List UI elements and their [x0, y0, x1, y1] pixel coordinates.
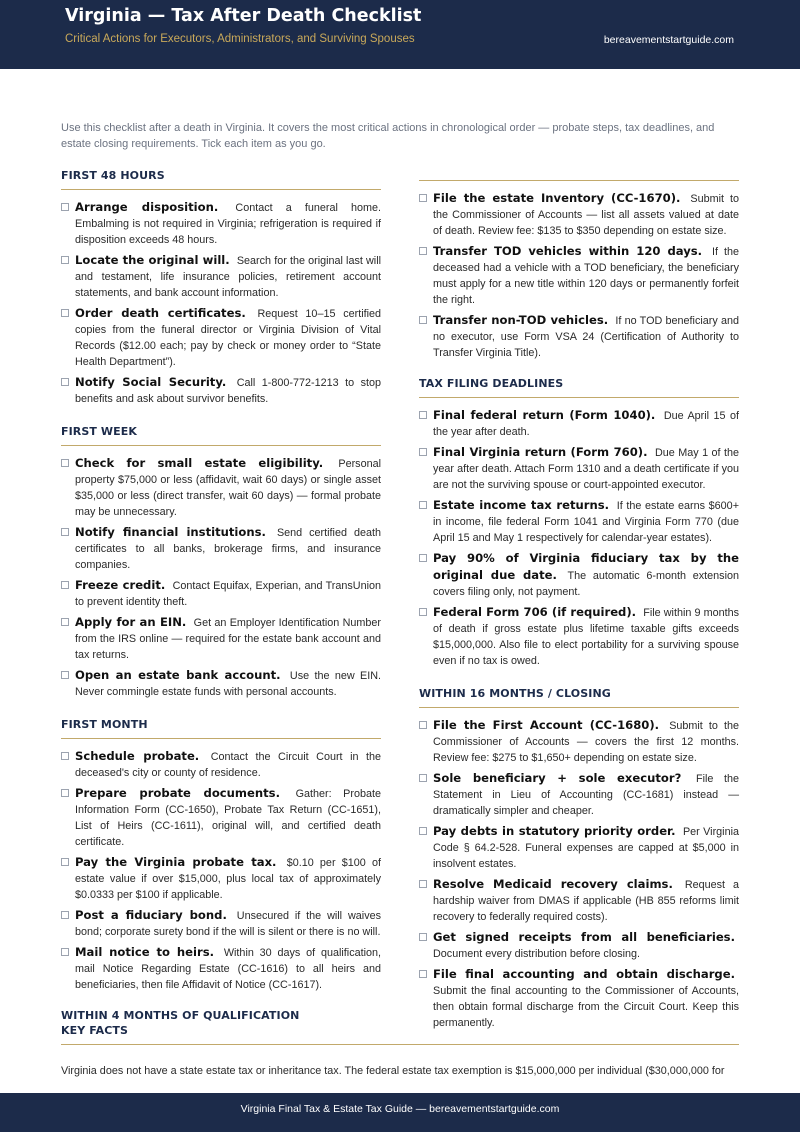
checklist-item — [419, 966, 739, 1031]
section-title-first-month: FIRST MONTH — [61, 718, 381, 739]
checklist-item — [61, 305, 381, 370]
checklist-item-text: If the deceased had a vehicle with a TOD beneficiary, the beneficiary must apply for a new title within 120 days or permanently forfeit the right. — [433, 246, 739, 306]
checkbox[interactable] — [61, 671, 69, 679]
checklist-item — [419, 550, 739, 600]
section-title-within-4-months: WITHIN 4 MONTHS OF QUALIFICATION — [61, 1009, 300, 1022]
checklist-item-title: Open an estate bank account. — [75, 668, 281, 682]
checklist-item — [61, 944, 381, 993]
checklist-item-title: Mail notice to heirs. — [75, 945, 214, 959]
checklist-item-title: File final accounting and obtain discharge. — [433, 967, 735, 981]
key-facts-text: Virginia does not have a state estate tax or inheritance tax. The federal estate tax exemption is $15,000,000 per individual ($30,000,000 for — [61, 1065, 725, 1077]
checkbox[interactable] — [419, 880, 427, 888]
checklist-item-text: Request a hardship waiver from DMAS if applicable (HB 855 reforms limit recovery to federally required costs). — [433, 879, 739, 923]
checklist-item-text: If the estate earns $600+ in income, file federal Form 1041 and Virginia Form 770 (due April 15 and May 1 respectively for calendar-year estates). — [433, 500, 739, 544]
checklist-item-title: Federal Form 706 (if required). — [433, 605, 637, 619]
checklist-item-title: Order death certificates. — [75, 306, 246, 320]
checkbox[interactable] — [61, 459, 69, 467]
checkbox[interactable] — [419, 827, 427, 835]
checkbox[interactable] — [419, 501, 427, 509]
checkbox[interactable] — [61, 948, 69, 956]
checklist-item — [61, 614, 381, 663]
checklist-item-title: Pay 90% of Virginia fiduciary tax by the original due date. — [433, 551, 739, 582]
checklist-item — [61, 748, 381, 781]
checklist-item-text: $0.10 per $100 of estate value if over $15,000, plus local tax of approximately $0.0333 per $100 if applicable. — [75, 857, 382, 901]
checkbox[interactable] — [419, 247, 427, 255]
checklist-item-text: Contact the Circuit Court in the deceased's city or county of residence. — [75, 751, 382, 779]
checkbox[interactable] — [419, 448, 427, 456]
checkbox[interactable] — [419, 316, 427, 324]
checklist-item-title: Estate income tax returns. — [433, 498, 610, 512]
checkbox[interactable] — [419, 194, 427, 202]
checklist-item-text: Per Virginia Code § 64.2-528. Funeral expenses are capped at $5,000 in insolvent estates. — [433, 826, 739, 870]
checklist-item — [61, 854, 381, 903]
section-title-first-48-hours: FIRST 48 HOURS — [61, 169, 381, 190]
checklist-item-text: If no TOD beneficiary and no executor, use Form VSA 24 (Certification of Authority to Transfer Virginia Title). — [433, 315, 739, 359]
checklist-item-text: Get an Employer Identification Number from the IRS online — required for the estate bank account and tax returns. — [75, 617, 382, 661]
checklist-item — [61, 667, 381, 700]
checklist-item-text: File within 9 months of death if gross estate plus lifetime taxable gifts exceeds $15,000,000. Also file to elect portability for a surviving spouse even if no tax is owed. — [433, 607, 740, 667]
checklist-item-title: Final federal return (Form 1040). — [433, 408, 656, 422]
checklist-item-title: Apply for an EIN. — [75, 615, 187, 629]
checkbox[interactable] — [61, 581, 69, 589]
checklist-item-title: File the estate Inventory (CC-1670). — [433, 191, 681, 205]
checklist-item-text: Contact a funeral home. Embalming is not required in Virginia; refrigeration is required if disposition exceeds 48 hours. — [75, 202, 381, 246]
section-title-within-16-months: WITHIN 16 MONTHS / CLOSING — [419, 687, 739, 708]
checkbox[interactable] — [61, 256, 69, 264]
checklist-item-title: Resolve Medicaid recovery claims. — [433, 877, 673, 891]
checklist-item-title: File the First Account (CC-1680). — [433, 718, 660, 732]
checklist-item-text: Unsecured if the will waives bond; corporate surety bond if the will is silent or there is no will. — [75, 910, 381, 938]
checkbox[interactable] — [61, 618, 69, 626]
checklist-item-text: The automatic 6-month extension covers filing only, not payment. — [433, 570, 739, 598]
checklist-item-text: Within 30 days of qualification, mail Notice Regarding Estate (CC-1616) to all heirs and beneficiaries, then file Affidavit of Notice (CC-1617). — [75, 947, 382, 991]
checklist-item-text: Contact Equifax, Experian, and TransUnion to prevent identity theft. — [75, 580, 382, 608]
section-title-key-facts: KEY FACTS — [61, 1024, 739, 1045]
section-title-first-week: FIRST WEEK — [61, 425, 381, 446]
page-header — [0, 0, 800, 69]
checklist-item-title: Final Virginia return (Form 760). — [433, 445, 648, 459]
checklist-item — [419, 876, 739, 925]
checklist-item-text: Due April 15 of the year after death. — [433, 410, 740, 438]
checklist-item-text: Submit the final accounting to the Commissioner of Accounts, then obtain formal discharge from the Circuit Court. Keep this permanently. — [433, 985, 739, 1029]
checklist-item — [419, 497, 739, 546]
checkbox[interactable] — [61, 378, 69, 386]
checklist-item — [419, 717, 739, 766]
checkbox[interactable] — [61, 528, 69, 536]
checkbox[interactable] — [419, 933, 427, 941]
checklist-item — [419, 444, 739, 493]
checklist-item-text: File the Statement in Lieu of Accounting (CC-1681) instead — dramatically simpler and cheaper. — [433, 773, 740, 817]
checklist-item-text: Gather: Probate Information Form (CC-1650), Probate Tax Return (CC-1651), List of Heirs (CC-1611), original will, and certified death certificate. — [75, 788, 381, 848]
checkbox[interactable] — [419, 970, 427, 978]
checklist-item — [61, 199, 381, 248]
checklist-item-title: Post a fiduciary bond. — [75, 908, 227, 922]
checklist-within-4-months — [419, 190, 739, 361]
checkbox[interactable] — [61, 858, 69, 866]
checklist-item-title: Transfer non-TOD vehicles. — [433, 313, 609, 327]
checklist-item — [419, 243, 739, 308]
checklist-item-text: Submit to the Commissioner of Accounts — list all assets valued at date of death. Review fee: $135 to $350 depending on estate size. — [433, 193, 740, 237]
checklist-item — [61, 524, 381, 573]
checklist-item — [61, 785, 381, 850]
checklist-item — [61, 577, 381, 610]
right-column — [419, 172, 739, 1035]
checklist-item — [419, 770, 739, 819]
section-title-tax-filing: TAX FILING DEADLINES — [419, 377, 739, 398]
checklist-item — [419, 823, 739, 872]
checklist-item-text: Search for the original last will and testament, life insurance policies, retirement account statements, and bank account information. — [75, 255, 381, 299]
checkbox[interactable] — [61, 203, 69, 211]
footer-text: Virginia Final Tax & Estate Tax Guide — bereavementstartguide.com — [240, 1103, 560, 1115]
checklist-item — [419, 407, 739, 440]
checklist-first-week — [61, 455, 381, 700]
checklist-item-title: Arrange disposition. — [75, 200, 219, 214]
checkbox[interactable] — [419, 774, 427, 782]
page-footer — [0, 1093, 800, 1132]
checklist-item — [61, 907, 381, 940]
checklist-item — [61, 374, 381, 407]
checklist-item-text: Submit to the Commissioner of Accounts — covers the first 12 months. Review fee: $275 to $1,650+ depending on estate size. — [433, 720, 740, 764]
page-title: Virginia — Tax After Death Checklist — [65, 6, 422, 26]
checklist-within-16-months — [419, 717, 739, 1031]
checklist-item-title: Schedule probate. — [75, 749, 200, 763]
checklist-item-text: Use the new EIN. Never commingle estate funds with personal accounts. — [75, 670, 381, 698]
checklist-item-text: Send certified death certificates to all banks, brokerage firms, and insurance companies. — [75, 527, 381, 571]
site-link[interactable]: bereavementstartguide.com — [603, 34, 734, 46]
checklist-item-text: Due May 1 of the year after death. Attach Form 1310 and a death certificate if you are not the surviving spouse or court-appointed executor. — [433, 447, 740, 491]
checklist-item — [419, 604, 739, 669]
checkbox[interactable] — [419, 721, 427, 729]
left-column — [61, 169, 381, 1038]
checkbox[interactable] — [61, 789, 69, 797]
checklist-item-text: Personal property $75,000 or less (affidavit, wait 60 days) or single asset $35,000 or less (direct transfer, wait 60 days) — formal probate may be unnecessary. — [75, 458, 381, 518]
checklist-first-month — [61, 748, 381, 993]
intro-text: Use this checklist after a death in Virginia. It covers the most critical actions in chronological order — probate steps, tax deadlines, and estate closing requirements. Tick each item as you go. — [61, 122, 715, 150]
checklist-item — [419, 312, 739, 361]
checklist-item-title: Prepare probate documents. — [75, 786, 280, 800]
checkbox[interactable] — [61, 752, 69, 760]
checklist-item — [419, 929, 739, 962]
page-subtitle: Critical Actions for Executors, Administrators, and Surviving Spouses — [65, 33, 415, 45]
key-facts — [61, 1024, 739, 1079]
checklist-item-title: Pay the Virginia probate tax. — [75, 855, 277, 869]
checklist-first-48-hours — [61, 199, 381, 407]
checklist-item-title: Freeze credit. — [75, 578, 166, 592]
checklist-item-title: Notify financial institutions. — [75, 525, 266, 539]
checkbox[interactable] — [419, 554, 427, 562]
checklist-item-title: Notify Social Security. — [75, 375, 227, 389]
checklist-item-title: Locate the original will. — [75, 253, 230, 267]
checklist-item-text: Document every distribution before closing. — [433, 948, 641, 960]
checklist-item-title: Sole beneficiary + sole executor? — [433, 771, 682, 785]
checklist-item-title: Pay debts in statutory priority order. — [433, 824, 676, 838]
checkbox[interactable] — [419, 608, 427, 616]
checklist-item-title: Check for small estate eligibility. — [75, 456, 324, 470]
checklist-item-text: Request 10–15 certified copies from the funeral director or Virginia Division of Vital Records ($12.00 each; pay by check or money order to “State Health Department”). — [75, 308, 381, 368]
checklist-item-text: Call 1-800-772-1213 to stop benefits and ask about survivor benefits. — [75, 377, 382, 405]
checklist-item — [61, 455, 381, 520]
checklist-item-title: Transfer TOD vehicles within 120 days. — [433, 244, 703, 258]
checkbox[interactable] — [61, 911, 69, 919]
checklist-item-title: Get signed receipts from all beneficiaries. — [433, 930, 735, 944]
checklist-tax-filing — [419, 407, 739, 669]
checklist-item — [419, 190, 739, 239]
checkbox[interactable] — [61, 309, 69, 317]
checkbox[interactable] — [419, 411, 427, 419]
checklist-item — [61, 252, 381, 301]
